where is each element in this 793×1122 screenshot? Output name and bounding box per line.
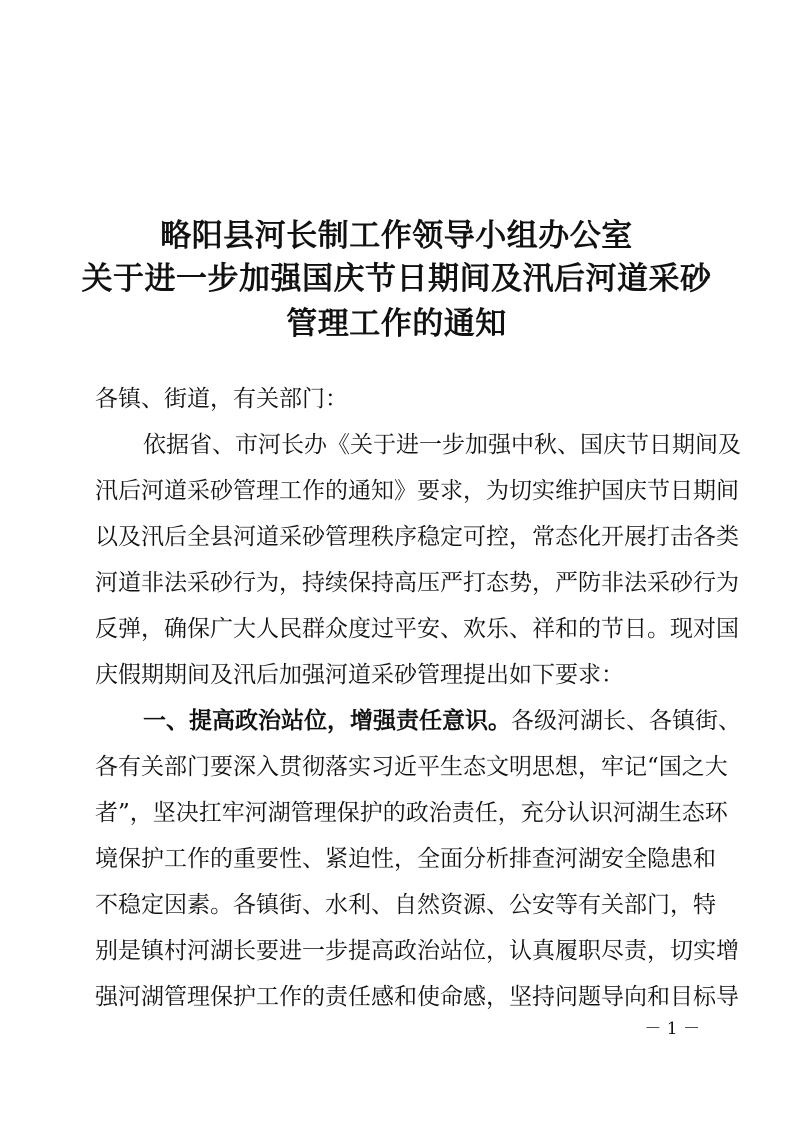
section-1-line-6: 别是镇村河湖长要进一步提高政治站位，认真履职尽责，切实增: [95, 938, 739, 964]
section-1-line-4: 境保护工作的重要性、紧迫性，全面分析排查河湖安全隐患和: [95, 846, 716, 872]
section-1-first-line-rest: 各级河湖长、各镇街、: [511, 708, 741, 734]
paragraph-1-line-2: 汛后河道采砂管理工作的通知》要求，为切实维护国庆节日期间: [95, 478, 739, 504]
page-number: － 1 －: [644, 1019, 700, 1039]
document-title-line-3: 管理工作的通知: [286, 306, 507, 342]
section-1-first-line: [143, 706, 741, 736]
salutation: 各镇、街道，有关部门：: [95, 386, 348, 412]
document-title-line-1: 略阳县河长制工作领导小组办公室: [160, 218, 633, 254]
paragraph-1-line-1: 依据省、市河长办《关于进一步加强中秋、国庆节日期间及: [143, 432, 741, 458]
section-1-line-5: 不稳定因素。各镇街、水利、自然资源、公安等有关部门，特: [95, 892, 716, 918]
section-1-line-2: 各有关部门要深入贯彻落实习近平生态文明思想，牢记“国之大: [95, 754, 728, 780]
paragraph-1-line-4: 河道非法采砂行为，持续保持高压严打态势，严防非法采砂行为: [95, 570, 739, 596]
section-1-heading: 一、提高政治站位，增强责任意识。: [143, 707, 511, 734]
document-title-line-2: 关于进一步加强国庆节日期间及汛后河道采砂: [81, 261, 712, 297]
paragraph-1-line-3: 以及汛后全县河道采砂管理秩序稳定可控，常态化开展打击各类: [95, 524, 739, 550]
section-1-line-3: 者”，坚决扛牢河湖管理保护的政治责任，充分认识河湖生态环: [95, 800, 728, 826]
section-1-line-7: 强河湖管理保护工作的责任感和使命感，坚持问题导向和目标导: [95, 984, 739, 1010]
paragraph-1-line-6: 庆假期期间及汛后加强河道采砂管理提出如下要求：: [95, 662, 624, 688]
paragraph-1-line-5: 反弹，确保广大人民群众度过平安、欢乐、祥和的节日。现对国: [95, 616, 739, 642]
